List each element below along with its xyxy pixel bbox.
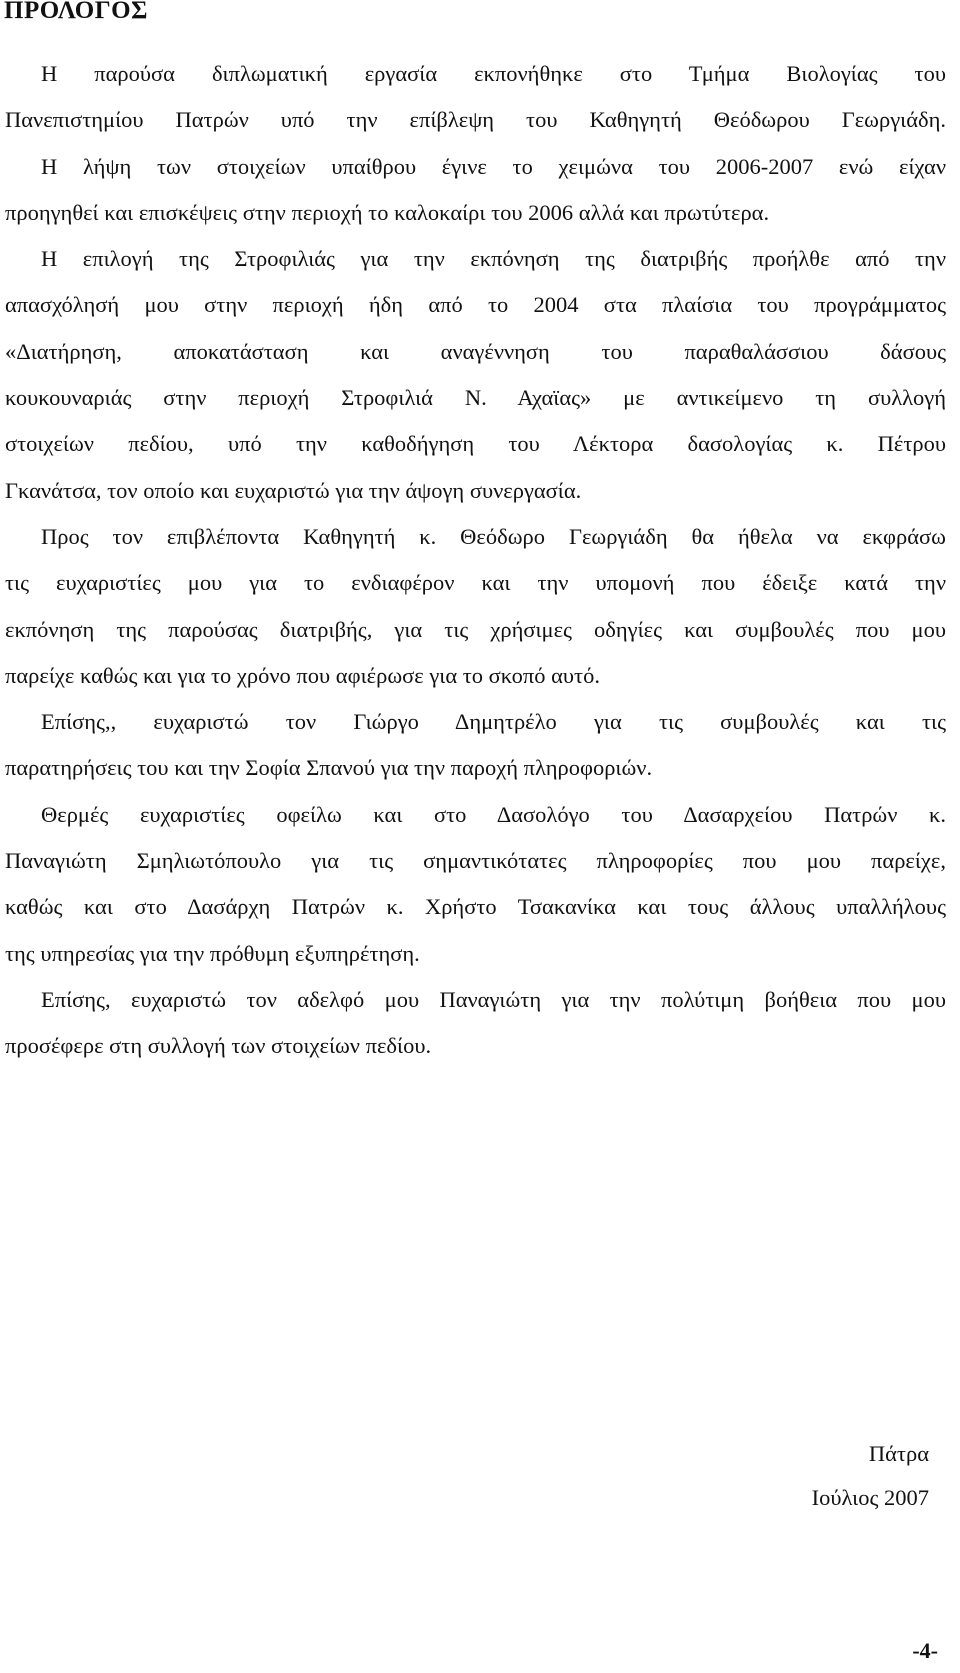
signoff-place: Πάτρα (868, 1441, 929, 1466)
text-line: τις ευχαριστίες μου για το ενδιαφέρον και την υπομονή που έδειξε κατά την (5, 570, 946, 596)
text-line: στοιχείων πεδίου, υπό την καθοδήγηση του Λέκτορα δασολογίας κ. Πέτρου (5, 431, 946, 457)
text-line: Παναγιώτη Σμηλιωτόπουλο για τις σημαντικότατες πληροφορίες που μου παρείχε, (5, 848, 946, 874)
preface-body (5, 51, 946, 1070)
text-line: «Διατήρηση, αποκατάσταση και αναγέννηση του παραθαλάσσιου δάσους (5, 338, 946, 364)
text-line: Η παρούσα διπλωματική εργασία εκπονήθηκε στο Τμήμα Βιολογίας του (41, 61, 946, 86)
text-line: παρατηρήσεις του και την Σοφία Σπανού για την παροχή πληροφοριών. (5, 755, 653, 781)
text-line: κουκουναριάς στην περιοχή Στροφιλιά Ν. Αχαϊας» με αντικείμενο τη συλλογή (5, 385, 946, 411)
text-line: Επίσης, ευχαριστώ τον αδελφό μου Παναγιώτη για την πολύτιμη βοήθεια που μου (41, 986, 946, 1012)
text-line: εκπόνηση της παρούσας διατριβής, για τις χρήσιμες οδηγίες και συμβουλές που μου (5, 616, 946, 642)
text-line: Προς τον επιβλέποντα Καθηγητή κ. Θεόδωρο Γεωργιάδη θα ήθελα να εκφράσω (41, 523, 946, 549)
text-line: απασχόλησή μου στην περιοχή ήδη από το 2004 στα πλαίσια του προγράμματος (5, 292, 946, 318)
text-line: της υπηρεσίας για την πρόθυμη εξυπηρέτηση. (5, 940, 420, 966)
page-heading: ΠΡΟΛΟΓΟΣ (4, 0, 148, 24)
text-line: Πανεπιστημίου Πατρών υπό την επίβλεψη του Καθηγητή Θεόδωρου Γεωργιάδη. (5, 107, 946, 133)
text-line: Η λήψη των στοιχείων υπαίθρου έγινε το χειμώνα του 2006-2007 ενώ είχαν (41, 153, 946, 179)
page-number: -4- (912, 1638, 938, 1663)
signoff-date: Ιούλιος 2007 (811, 1485, 929, 1510)
text-line: παρείχε καθώς και για το χρόνο που αφιέρωσε για το σκοπό αυτό. (5, 662, 600, 688)
signoff-block (812, 1432, 929, 1520)
text-line: Η επιλογή της Στροφιλιάς για την εκπόνηση της διατριβής προήλθε από την (41, 246, 946, 272)
text-line: καθώς και στο Δασάρχη Πατρών κ. Χρήστο Τσακανίκα και τους άλλους υπαλλήλους (5, 894, 946, 920)
text-line: προηγηθεί και επισκέψεις στην περιοχή το καλοκαίρι του 2006 αλλά και πρωτύτερα. (5, 199, 770, 225)
text-line: Επίσης,, ευχαριστώ τον Γιώργο Δημητρέλο για τις συμβουλές και τις (41, 709, 946, 735)
text-line: προσέφερε στη συλλογή των στοιχείων πεδίου. (5, 1033, 432, 1059)
text-line: Γκανάτσα, τον οποίο και ευχαριστώ για την άψογη συνεργασία. (5, 477, 582, 503)
text-line: Θερμές ευχαριστίες οφείλω και στο Δασολόγο του Δασαρχείου Πατρών κ. (41, 801, 946, 827)
